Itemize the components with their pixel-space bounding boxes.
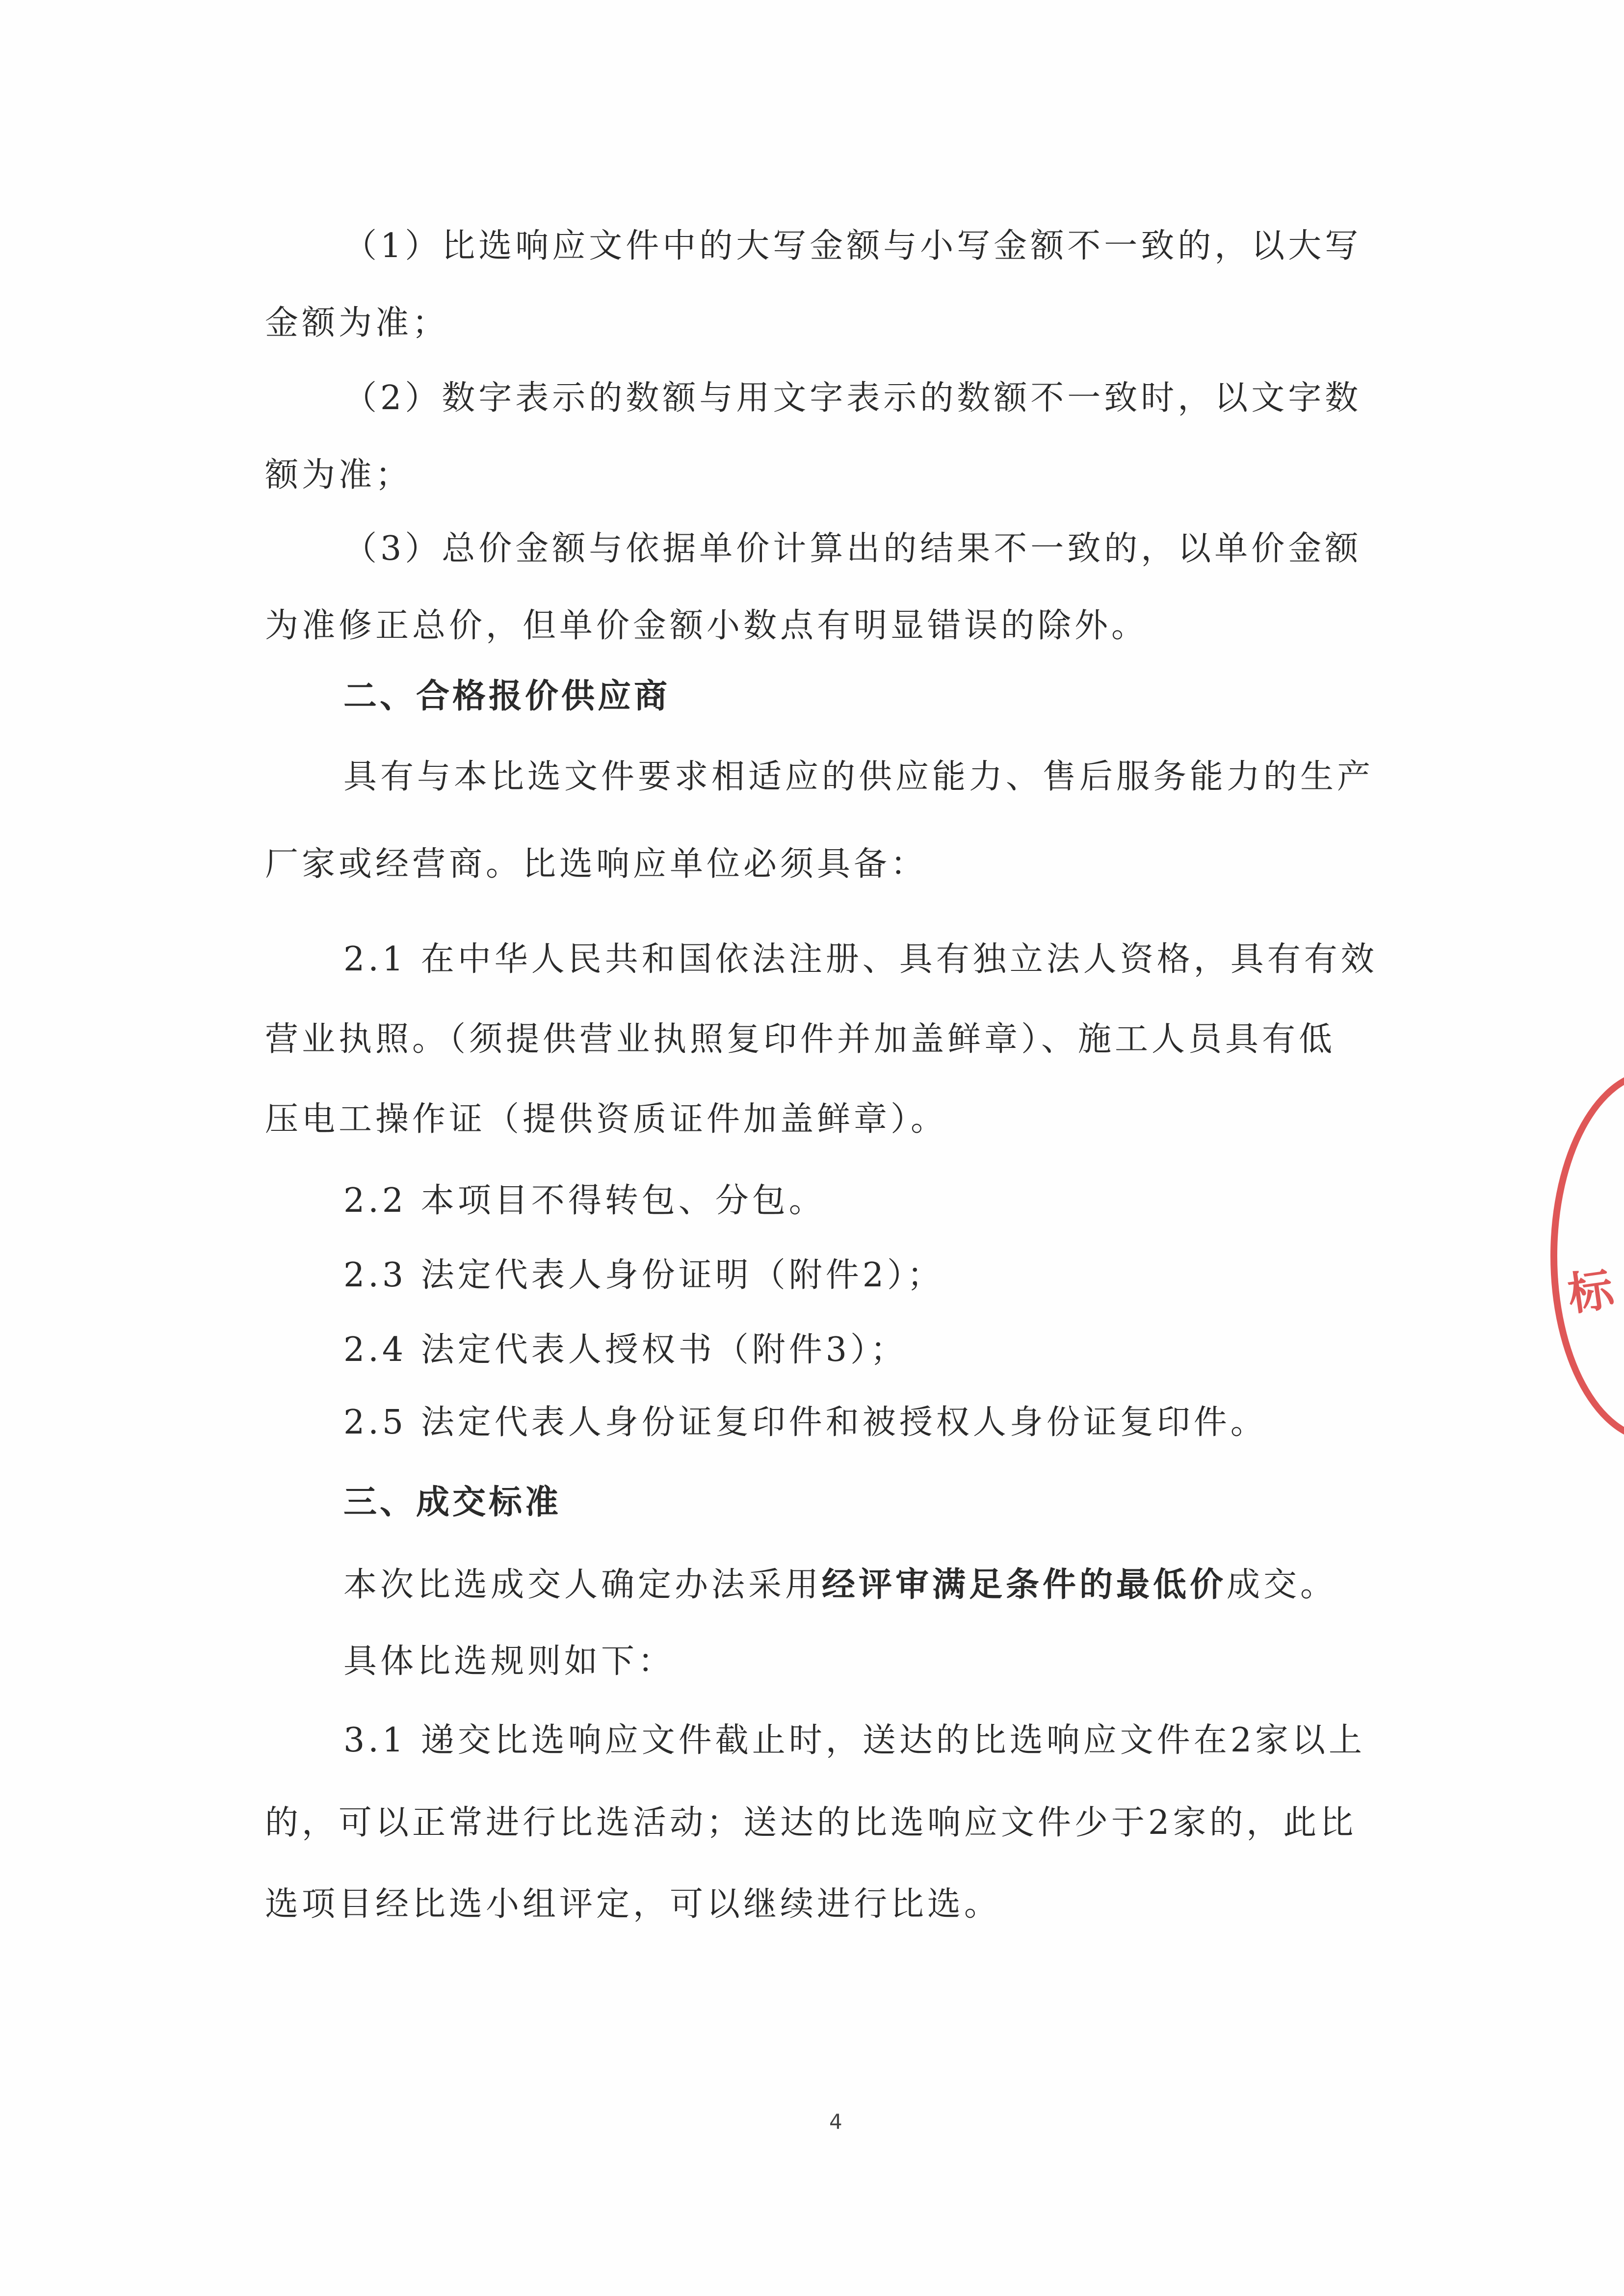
paragraph-line: 营业执照。（须提供营业执照复印件并加盖鲜章）、施工人员具有低: [265, 1020, 1336, 1059]
paragraph-line-mixed: [343, 1565, 1337, 1604]
paragraph-line: 额为准；: [265, 456, 413, 495]
section-heading: 二、合格报价供应商: [343, 677, 671, 716]
list-item: 2.4 法定代表人授权书（附件3）；: [343, 1331, 908, 1369]
page-number: 4: [829, 2110, 842, 2134]
paragraph-line: 压电工操作证（提供资质证件加盖鲜章）。: [265, 1100, 948, 1139]
paragraph-line: （2）数字表示的数额与用文字表示的数额不一致时，以文字数: [343, 379, 1362, 417]
paragraph-line: （1）比选响应文件中的大写金额与小写金额不一致的，以大写: [343, 227, 1362, 265]
text-segment: 本次比选成交人确定办法采用: [343, 1565, 822, 1604]
paragraph-line: 厂家或经营商。比选响应单位必须具备：: [265, 845, 928, 884]
bold-text-segment: 经评审满足条件的最低价: [822, 1565, 1227, 1604]
paragraph-line: 选项目经比选小组评定，可以继续进行比选。: [265, 1885, 1001, 1924]
section-heading: 三、成交标准: [343, 1483, 562, 1522]
list-item: 2.2 本项目不得转包、分包。: [343, 1181, 826, 1220]
paragraph-line: （3）总价金额与依据单价计算出的结果不一致的，以单价金额: [343, 529, 1362, 568]
list-item: 2.3 法定代表人身份证明（附件2）；: [343, 1256, 944, 1295]
paragraph-line: 3.1 递交比选响应文件截止时，送达的比选响应文件在2家以上: [343, 1721, 1366, 1760]
paragraph-line: 具体比选规则如下：: [343, 1642, 675, 1681]
paragraph-line: 为准修正总价，但单价金额小数点有明显错误的除外。: [265, 606, 1149, 645]
paragraph-line: 2.1 在中华人民共和国依法注册、具有独立法人资格，具有有效: [343, 940, 1378, 979]
paragraph-line: 的，可以正常进行比选活动；送达的比选响应文件少于2家的，此比: [265, 1803, 1357, 1842]
paragraph-line: 具有与本比选文件要求相适应的供应能力、售后服务能力的生产: [343, 757, 1374, 796]
stamp-text: 标: [1564, 1262, 1617, 1321]
paragraph-line: 金额为准；: [265, 304, 449, 342]
text-segment: 成交。: [1227, 1565, 1337, 1604]
list-item: 2.5 法定代表人身份证复印件和被授权人身份证复印件。: [343, 1403, 1267, 1442]
